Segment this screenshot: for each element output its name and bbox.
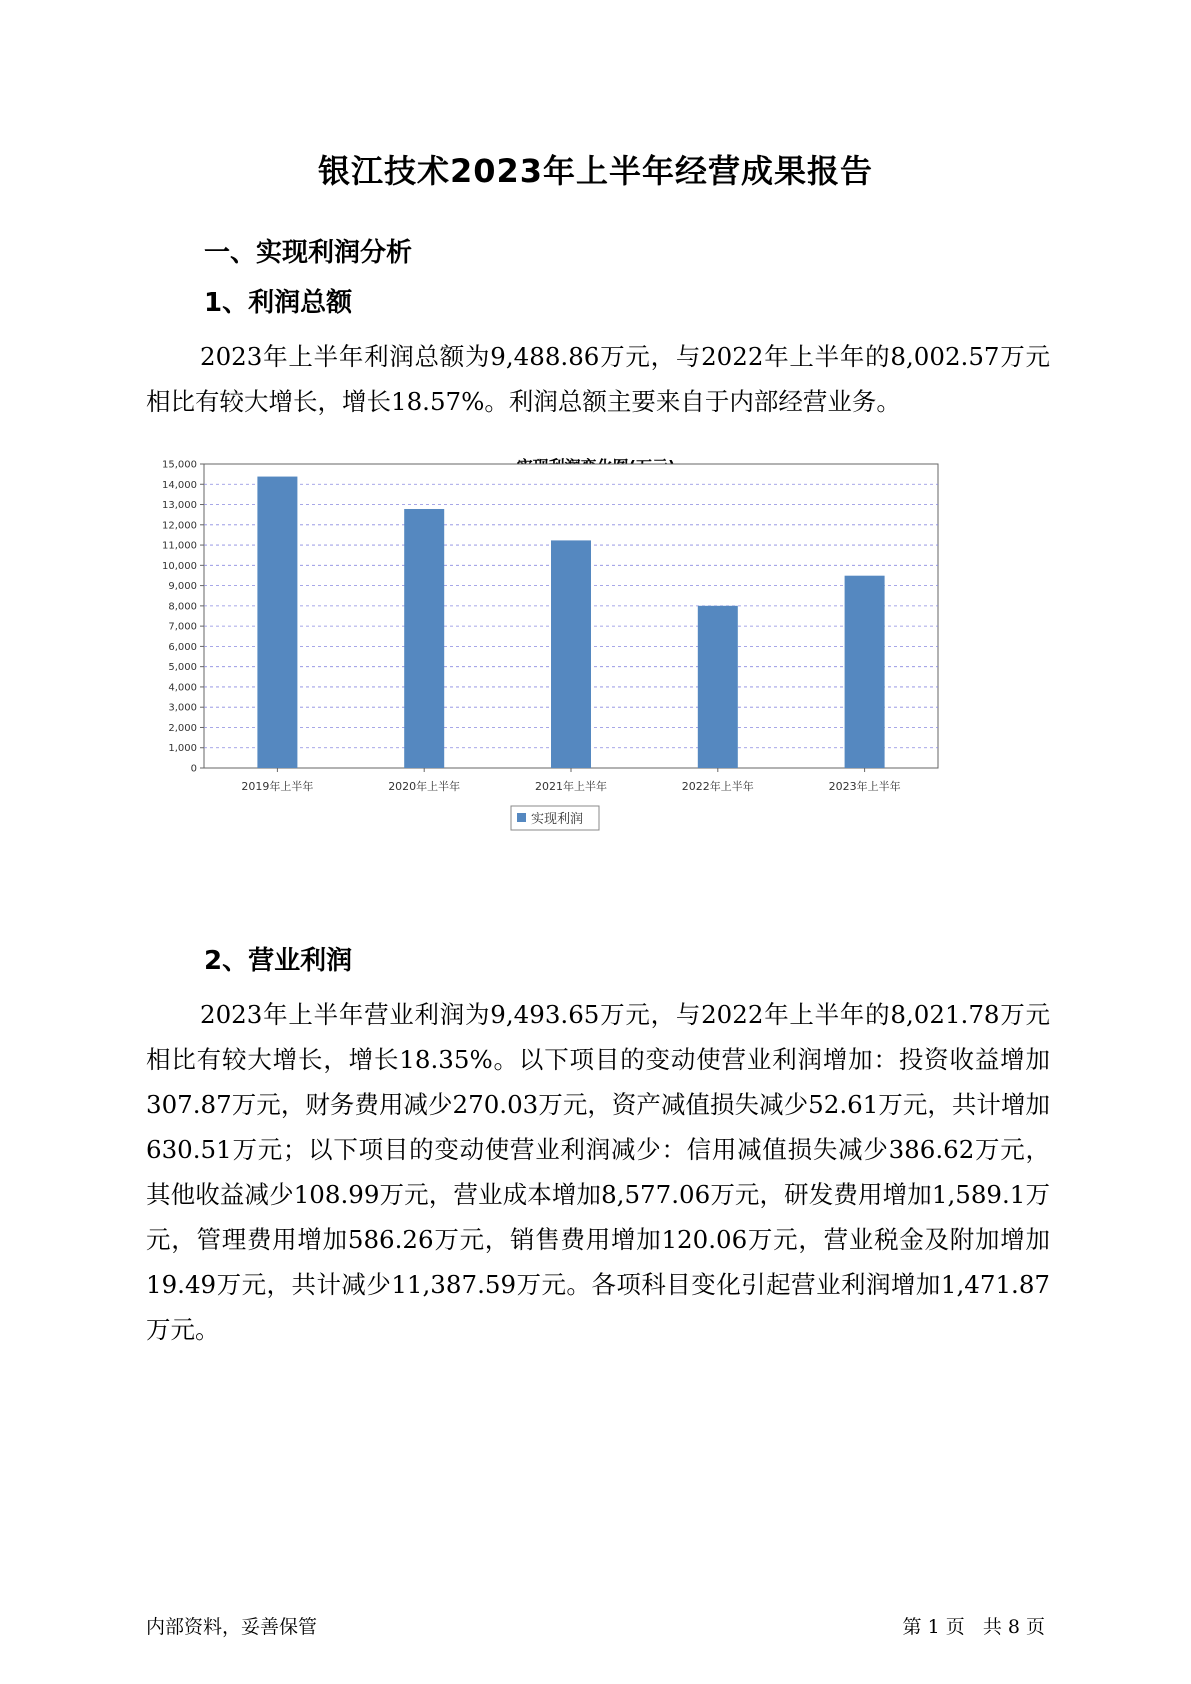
x-tick-label: 2023年上半年: [828, 780, 901, 793]
y-tick-label: 8,000: [168, 601, 197, 613]
footer-confidential: 内部资料，妥善保管: [146, 1616, 318, 1638]
legend-label: 实现利润: [531, 812, 584, 827]
x-tick-label: 2019年上半年: [241, 780, 314, 793]
y-tick-label: 3,000: [168, 702, 197, 714]
bar: [551, 540, 591, 768]
x-tick-label: 2020年上半年: [388, 780, 461, 793]
x-tick-label: 2021年上半年: [535, 780, 607, 793]
paragraph-total-profit: 2023年上半年利润总额为9,488.86万元，与2022年上半年的8,002.57万元相比有较大增长，增长18.57%。利润总额主要来自于内部经营业务。: [146, 342, 1050, 416]
y-tick-label: 9,000: [168, 581, 197, 593]
y-tick-label: 13,000: [162, 500, 197, 512]
y-tick-label: 4,000: [168, 682, 197, 694]
profit-chart: [146, 454, 1046, 904]
footer-pagination: [903, 1612, 1045, 1639]
y-tick-label: 11,000: [162, 540, 197, 552]
subheading-operating-profit: 2、营业利润: [204, 946, 353, 976]
bar: [404, 509, 444, 768]
paragraph-operating-profit: 2023年上半年营业利润为9,493.65万元，与2022年上半年的8,021.78万元相比有较大增长，增长18.35%。以下项目的变动使营业利润增加：投资收益增加307.87万元，财务费用减少270.03万元，资产减值损失减少52.61万元，共计增加630.51万元；以下项目的变动使营业利润减少：信用减值损失减少386.62万元，其他收益减少108.99万元，营业成本增加8,577.06万元，研发费用增加1,589.1万元，管理费用增加586.26万元，销售费用增加120.06万元，营业税金及附加增加19.49万元，共计减少11,387.59万元。各项科目变化引起营业利润增加1,471.87万元。: [146, 1000, 1050, 1344]
bar: [257, 477, 297, 768]
y-tick-label: 12,000: [162, 520, 197, 532]
y-tick-label: 5,000: [168, 662, 197, 674]
y-tick-label: 7,000: [168, 621, 197, 633]
section-heading-profit-analysis: 一、实现利润分析: [204, 238, 413, 268]
y-tick-label: 2,000: [168, 722, 197, 734]
legend-swatch: [517, 813, 526, 822]
y-tick-label: 0: [190, 763, 197, 775]
document-title: 银江技术2023年上半年经营成果报告: [317, 152, 874, 190]
y-tick-label: 15,000: [162, 459, 197, 471]
y-tick-label: 1,000: [168, 743, 197, 755]
bar: [845, 576, 885, 768]
subheading-total-profit: 1、利润总额: [204, 288, 353, 318]
y-tick-label: 14,000: [162, 479, 197, 491]
chart-canvas: [146, 454, 1046, 904]
bar: [698, 606, 738, 768]
page-number: 第 1 页: [902, 1616, 965, 1638]
y-tick-label: 10,000: [162, 560, 197, 572]
page-total: 共 8 页: [982, 1616, 1045, 1638]
y-tick-label: 6,000: [168, 641, 197, 653]
x-tick-label: 2022年上半年: [681, 780, 754, 793]
